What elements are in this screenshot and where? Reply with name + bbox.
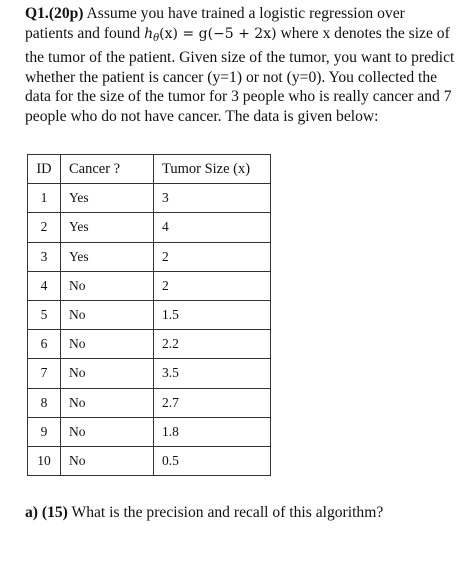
cell-id: 2 <box>28 213 61 242</box>
table-row <box>28 242 271 271</box>
header-cancer: Cancer ? <box>61 155 154 184</box>
cell-cancer: No <box>61 446 154 475</box>
hypothesis-formula <box>144 26 276 42</box>
cell-tumor-size: 2 <box>154 242 271 271</box>
cell-cancer: No <box>61 417 154 446</box>
cell-cancer: No <box>61 300 154 329</box>
cell-id: 4 <box>28 271 61 300</box>
cell-cancer: No <box>61 330 154 359</box>
question-description: where x denotes the size of the tumor of the patient. Given size of the tumor, you want to predict whether the patient is cancer (y=1) or not (y=0). You collected the data for the size of the tumor for 3 people who is really cancer and 7 people who do not have cancer. The data is given below: <box>25 24 455 125</box>
table-row <box>28 417 271 446</box>
cell-id: 8 <box>28 388 61 417</box>
question-text <box>25 4 455 127</box>
formula-theta: θ <box>153 32 160 44</box>
cell-cancer: No <box>61 359 154 388</box>
table-row <box>28 184 271 213</box>
cell-id: 6 <box>28 330 61 359</box>
cell-id: 9 <box>28 417 61 446</box>
header-id: ID <box>28 155 61 184</box>
table-row <box>28 300 271 329</box>
cell-tumor-size: 0.5 <box>154 446 271 475</box>
cell-cancer: Yes <box>61 242 154 271</box>
table-row <box>28 330 271 359</box>
cell-cancer: Yes <box>61 184 154 213</box>
cell-tumor-size: 2 <box>154 271 271 300</box>
part-a-label: a) (15) <box>25 504 68 521</box>
cell-tumor-size: 1.5 <box>154 300 271 329</box>
table-row <box>28 213 271 242</box>
cell-tumor-size: 3 <box>154 184 271 213</box>
cell-cancer: Yes <box>61 213 154 242</box>
table-row <box>28 446 271 475</box>
cell-id: 5 <box>28 300 61 329</box>
cell-cancer: No <box>61 271 154 300</box>
cell-id: 10 <box>28 446 61 475</box>
cell-id: 3 <box>28 242 61 271</box>
part-a-text: What is the precision and recall of this algorithm? <box>67 504 384 521</box>
cell-id: 1 <box>28 184 61 213</box>
cell-tumor-size: 1.8 <box>154 417 271 446</box>
formula-h: h <box>144 25 154 42</box>
table-row <box>28 271 271 300</box>
cell-tumor-size: 2.7 <box>154 388 271 417</box>
table-row <box>28 388 271 417</box>
cell-cancer: No <box>61 388 154 417</box>
question-intro: Assume you have trained a logistic regression over patients and found <box>25 5 405 42</box>
cell-tumor-size: 4 <box>154 213 271 242</box>
part-a-question <box>25 503 383 522</box>
cell-id: 7 <box>28 359 61 388</box>
table-header-row <box>28 155 271 184</box>
header-tumor-size: Tumor Size (x) <box>154 155 271 184</box>
cell-tumor-size: 2.2 <box>154 330 271 359</box>
table-row <box>28 359 271 388</box>
question-number: Q1.(20p) <box>25 5 84 22</box>
formula-body: (x) = g(−5 + 2x) <box>159 25 277 42</box>
tumor-data-table <box>27 154 271 476</box>
cell-tumor-size: 3.5 <box>154 359 271 388</box>
